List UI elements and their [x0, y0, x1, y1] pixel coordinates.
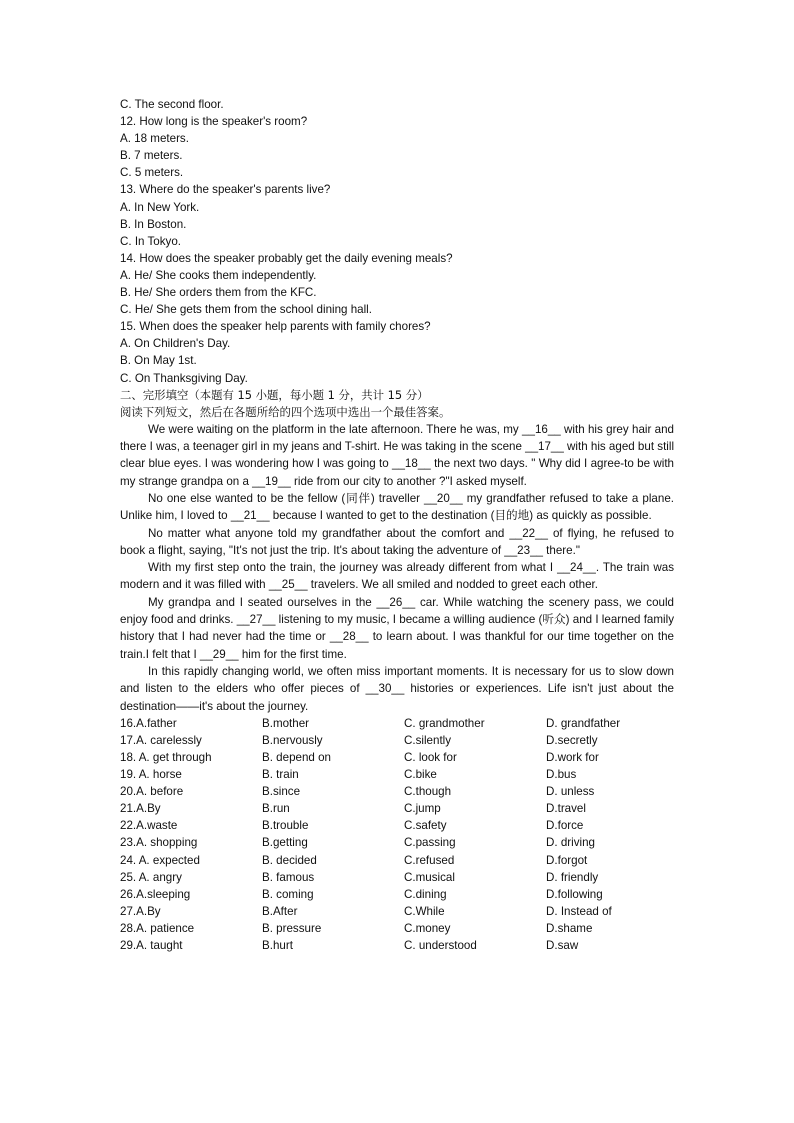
paragraph-text: My grandpa and I seated ourselves in the __26__ car. While watching the scenery pass, we could enjoy food and drinks. __27__ listening to my music, I became a willing audience (听众) and I learned family history that I had never had the time or __28__ to learn about. I was thankful for our time together on the train.I felt that I __29__ him for the first time. — [120, 595, 674, 661]
passage-paragraph — [120, 421, 674, 490]
option-row — [120, 732, 674, 749]
question-line: C. On Thanksgiving Day. — [120, 371, 248, 385]
option-choice: C.bike — [404, 768, 437, 782]
option-choice: C.safety — [404, 819, 447, 833]
option-choice: B.After — [262, 904, 298, 918]
option-row — [120, 766, 674, 783]
option-row — [120, 783, 674, 800]
option-choice: C.passing — [404, 836, 456, 850]
option-choice: 24. A. expected — [120, 853, 200, 867]
section-instruction: 阅读下列短文，然后在各题所给的四个选项中选出一个最佳答案。 — [120, 404, 451, 419]
option-choice: D.work for — [546, 751, 599, 765]
option-row — [120, 886, 674, 903]
option-choice: C.dining — [404, 887, 447, 901]
option-choice: C.money — [404, 921, 451, 935]
option-choice: 22.A.waste — [120, 819, 178, 833]
passage-paragraph — [120, 490, 674, 525]
option-row — [120, 852, 674, 869]
option-choice: B.since — [262, 785, 301, 799]
option-choice: 27.A.By — [120, 904, 161, 918]
option-choice: 17.A. carelessly — [120, 733, 202, 747]
question-line: 13. Where do the speaker's parents live? — [120, 183, 331, 197]
question-line: C. 5 meters. — [120, 166, 184, 180]
option-row — [120, 869, 674, 886]
paragraph-text: We were waiting on the platform in the late afternoon. There he was, my __16__ with his grey hair and there I was, a teenager girl in my jeans and T-shirt. He was taking in the scene __17__ with his aged but still clear blue eyes. I was wondering how I was going to __18__ the next two days. " Why did I agree-to be with my strange grandpa on a __19__ ride from our city to another ?"I asked myself. — [120, 422, 675, 488]
option-choice: C. grandmother — [404, 716, 485, 730]
option-row — [120, 715, 674, 732]
option-choice: D.travel — [546, 802, 586, 816]
option-choice: D. driving — [546, 836, 595, 850]
option-choice: D.force — [546, 819, 584, 833]
passage-paragraph — [120, 594, 674, 663]
option-choice: C. look for — [404, 751, 457, 765]
option-choice: D.secretly — [546, 733, 598, 747]
option-row — [120, 817, 674, 834]
option-choice: C.refused — [404, 853, 455, 867]
option-choice: B. coming — [262, 887, 314, 901]
option-choice: B.nervously — [262, 733, 323, 747]
option-choice: C.silently — [404, 733, 452, 747]
option-choice: 21.A.By — [120, 802, 161, 816]
option-choice: D. Instead of — [546, 904, 612, 918]
option-choice: D.bus — [546, 768, 577, 782]
question-line: C. He/ She gets them from the school dining hall. — [120, 303, 372, 317]
question-line: B. 7 meters. — [120, 149, 183, 163]
option-choice: B. train — [262, 768, 299, 782]
option-choice: B. famous — [262, 870, 315, 884]
option-choice: C.While — [404, 904, 445, 918]
question-line: A. 18 meters. — [120, 132, 189, 146]
question-line: B. In Boston. — [120, 217, 187, 231]
option-choice: 18. A. get through — [120, 751, 212, 765]
option-choice: 29.A. taught — [120, 939, 183, 953]
option-choice: D. friendly — [546, 870, 599, 884]
question-line: A. He/ She cooks them independently. — [120, 268, 317, 282]
option-choice: C.though — [404, 785, 452, 799]
paragraph-text: In this rapidly changing world, we often miss important moments. It is necessary for us to slow down and listen to the elders who offer pieces of __30__ histories or experiences. Life isn't just about the destination——it's about the journey. — [120, 664, 674, 713]
option-choice: B.trouble — [262, 819, 309, 833]
option-choice: 28.A. patience — [120, 921, 195, 935]
answer-options — [120, 715, 674, 954]
option-choice: B. depend on — [262, 751, 331, 765]
option-choice: 20.A. before — [120, 785, 184, 799]
option-row — [120, 920, 674, 937]
passage-paragraph — [120, 525, 674, 560]
listening-questions — [120, 96, 674, 387]
question-line: 15. When does the speaker help parents with family chores? — [120, 320, 431, 334]
option-choice: D.shame — [546, 921, 593, 935]
option-choice: B.hurt — [262, 939, 293, 953]
question-line: 14. How does the speaker probably get the daily evening meals? — [120, 251, 453, 265]
question-line: C. In Tokyo. — [120, 234, 182, 248]
option-choice: 16.A.father — [120, 716, 177, 730]
option-choice: C.jump — [404, 802, 441, 816]
option-row — [120, 834, 674, 851]
question-line: A. In New York. — [120, 200, 200, 214]
option-choice: B. decided — [262, 853, 317, 867]
option-choice: C. understood — [404, 939, 477, 953]
passage-paragraph — [120, 663, 674, 715]
question-line: 12. How long is the speaker's room? — [120, 115, 308, 129]
option-row — [120, 800, 674, 817]
option-row — [120, 749, 674, 766]
option-choice: B.run — [262, 802, 290, 816]
paragraph-text: No one else wanted to be the fellow (同伴) traveller __20__ my grandfather refused to take a plane. Unlike him, I loved to __21__ because I wanted to get to the destination (目的地) as quickly as possible. — [120, 491, 674, 523]
paragraph-text: No matter what anyone told my grandfather about the comfort and __22__ of flying, he refused to book a flight, saying, "It's not just the trip. It's about taking the adventure of __23__ there." — [120, 526, 674, 557]
exam-page — [120, 96, 674, 954]
option-choice: D.following — [546, 887, 603, 901]
option-row — [120, 937, 674, 954]
question-line: B. On May 1st. — [120, 354, 197, 368]
option-choice: 23.A. shopping — [120, 836, 198, 850]
section-heading: 二、完形填空（本题有 15 小题，每小题 1 分，共计 15 分） — [120, 387, 429, 402]
option-choice: 26.A.sleeping — [120, 887, 191, 901]
option-choice: D. grandfather — [546, 716, 621, 730]
paragraph-text: With my first step onto the train, the journey was already different from what I __24__. The train was modern and it was filled with __25__ travelers. We all smiled and nodded to greet each other. — [120, 561, 674, 592]
option-choice: D.saw — [546, 939, 579, 953]
option-choice: 19. A. horse — [120, 768, 182, 782]
option-choice: D. unless — [546, 785, 595, 799]
passage-paragraph — [120, 559, 674, 594]
option-choice: B.mother — [262, 716, 310, 730]
question-line: B. He/ She orders them from the KFC. — [120, 286, 317, 300]
cloze-passage — [120, 421, 674, 715]
option-choice: B.getting — [262, 836, 308, 850]
option-choice: C.musical — [404, 870, 455, 884]
question-line: A. On Children's Day. — [120, 337, 231, 351]
question-line: C. The second floor. — [120, 98, 224, 111]
option-choice: B. pressure — [262, 921, 322, 935]
option-choice: D.forgot — [546, 853, 588, 867]
option-choice: 25. A. angry — [120, 870, 182, 884]
option-row — [120, 903, 674, 920]
